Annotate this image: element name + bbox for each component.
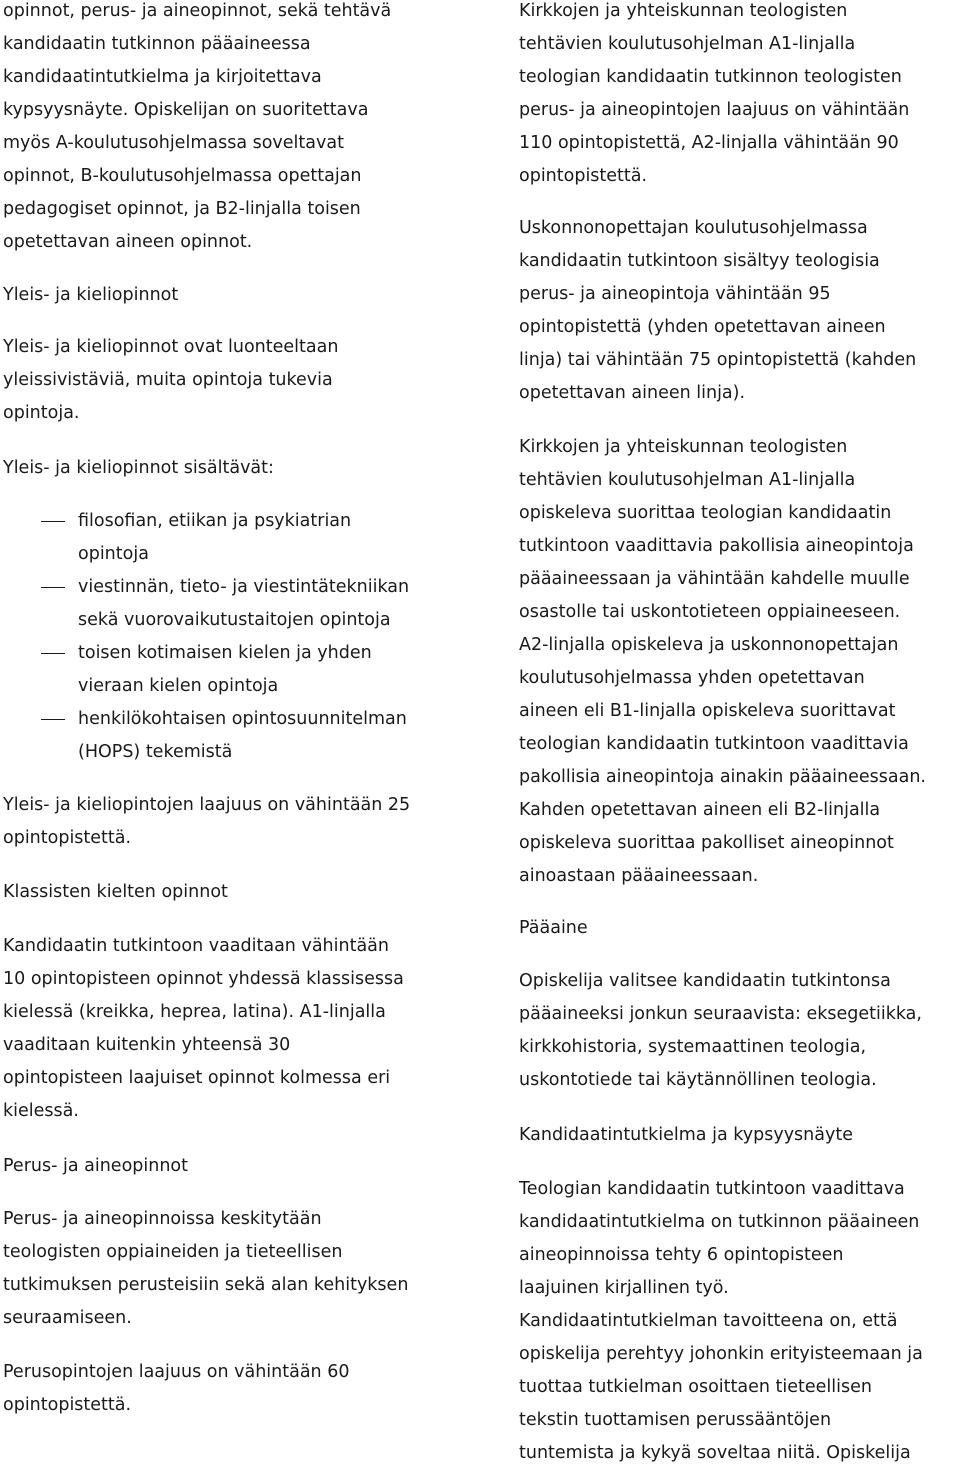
paaaine-paragraph-line: uskontotiede tai käytännöllinen teologia. xyxy=(519,1070,877,1090)
klassiset-paragraph-line: opintopisteen laajuiset opinnot kolmessa eri xyxy=(3,1068,391,1088)
perus-paragraph-line: seuraamiseen. xyxy=(3,1308,132,1328)
tutkielma-paragraph-line: Kandidaatintutkielman tavoitteena on, että xyxy=(519,1311,898,1331)
bullet-item-line: sekä vuorovaikutustaitojen opintoja xyxy=(78,610,391,630)
tutkielma-paragraph-line: Teologian kandidaatin tutkintoon vaadittava xyxy=(519,1179,905,1199)
paragraph-uskonnonopettaja-line: Uskonnonopettajan koulutusohjelmassa xyxy=(519,218,868,238)
paragraph-a1-linja-line: teologian kandidaatin tutkinnon teologisten xyxy=(519,67,902,87)
intro-paragraph-line: opetettavan aineen opinnot. xyxy=(3,232,253,252)
bullet-item-line: filosofian, etiikan ja psykiatrian xyxy=(78,511,352,531)
klassiset-paragraph-line: Kandidaatin tutkintoon vaaditaan vähintään xyxy=(3,936,389,956)
paragraph-uskonnonopettaja-line: opintopistettä (yhden opetettavan aineen xyxy=(519,317,886,337)
paragraph-pakolliset-line: osastolle tai uskontotieteen oppiaineeseen. xyxy=(519,602,901,622)
klassiset-paragraph-line: kielessä. xyxy=(3,1101,79,1121)
bullet-item-line: opintoja xyxy=(78,544,149,564)
paragraph-pakolliset-line: tutkintoon vaadittavia pakollisia aineopintoja xyxy=(519,536,914,556)
paragraph-a1-linja-line: Kirkkojen ja yhteiskunnan teologisten xyxy=(519,1,848,21)
paragraph-pakolliset-line: opiskeleva suorittaa pakolliset aineopinnot xyxy=(519,833,894,853)
paragraph-pakolliset-line: ainoastaan pääaineessaan. xyxy=(519,866,759,886)
perus-paragraph-line: Perus- ja aineopinnoissa keskitytään xyxy=(3,1209,322,1229)
intro-paragraph-line: opinnot, B-koulutusohjelmassa opettajan xyxy=(3,166,362,186)
intro-paragraph-line: pedagogiset opinnot, ja B2-linjalla toisen xyxy=(3,199,361,219)
perus-paragraph-line: teologisten oppiaineiden ja tieteellisen xyxy=(3,1242,343,1262)
bullet-item-line: henkilökohtaisen opintosuunnitelman xyxy=(78,709,407,729)
tutkielma-paragraph-line: kandidaatintutkielma on tutkinnon pääaineen xyxy=(519,1212,920,1232)
intro-paragraph-line: kandidaatintutkielma ja kirjoitettava xyxy=(3,67,322,87)
tutkielma-paragraph-line: tuntemista ja kykyä soveltaa niitä. Opiskelija xyxy=(519,1443,911,1463)
yleis-scope-line: Yleis- ja kieliopintojen laajuus on vähintään 25 xyxy=(3,795,411,815)
klassiset-paragraph-line: kielessä (kreikka, heprea, latina). A1-linjalla xyxy=(3,1002,386,1022)
bullet-dash xyxy=(41,653,65,654)
bullet-item-line: (HOPS) tekemistä xyxy=(78,742,233,762)
yleis-description-line: yleissivistäviä, muita opintoja tukevia xyxy=(3,370,333,390)
section-heading-klassiset: Klassisten kielten opinnot xyxy=(3,882,228,902)
paragraph-a1-linja-line: tehtävien koulutusohjelman A1-linjalla xyxy=(519,34,856,54)
paragraph-pakolliset-line: pakollisia aineopintoja ainakin pääaineessaan. xyxy=(519,767,926,787)
bullet-dash xyxy=(41,587,65,588)
paragraph-pakolliset-line: teologian kandidaatin tutkintoon vaadittavia xyxy=(519,734,909,754)
paragraph-pakolliset-line: opiskeleva suorittaa teologian kandidaatin xyxy=(519,503,892,523)
paragraph-a1-linja-line: 110 opintopistettä, A2-linjalla vähintään 90 xyxy=(519,133,899,153)
tutkielma-paragraph-line: aineopinnoissa tehty 6 opintopisteen xyxy=(519,1245,844,1265)
paragraph-uskonnonopettaja-line: linja) tai vähintään 75 opintopistettä (kahden xyxy=(519,350,917,370)
klassiset-paragraph-line: vaaditaan kuitenkin yhteensä 30 xyxy=(3,1035,291,1055)
intro-paragraph-line: myös A-koulutusohjelmassa soveltavat xyxy=(3,133,344,153)
paaaine-paragraph-line: pääaineeksi jonkun seuraavista: eksegetiikka, xyxy=(519,1004,922,1024)
paragraph-pakolliset-line: Kirkkojen ja yhteiskunnan teologisten xyxy=(519,437,848,457)
paragraph-uskonnonopettaja-line: kandidaatin tutkintoon sisältyy teologisia xyxy=(519,251,880,271)
bullet-item-line: viestinnän, tieto- ja viestintätekniikan xyxy=(78,577,410,597)
intro-paragraph-line: kandidaatin tutkinnon pääaineessa xyxy=(3,34,311,54)
paragraph-uskonnonopettaja-line: perus- ja aineopintoja vähintään 95 xyxy=(519,284,831,304)
paragraph-pakolliset-line: aineen eli B1-linjalla opiskeleva suorittavat xyxy=(519,701,896,721)
perus-scope-line: Perusopintojen laajuus on vähintään 60 xyxy=(3,1362,350,1382)
paragraph-pakolliset-line: tehtävien koulutusohjelman A1-linjalla xyxy=(519,470,856,490)
yleis-contains-label: Yleis- ja kieliopinnot sisältävät: xyxy=(3,458,274,478)
paragraph-pakolliset-line: A2-linjalla opiskeleva ja uskonnonopettajan xyxy=(519,635,899,655)
paragraph-a1-linja-line: opintopistettä. xyxy=(519,166,648,186)
paragraph-pakolliset-line: pääaineessaan ja vähintään kahdelle muulle xyxy=(519,569,910,589)
bullet-dash xyxy=(41,521,65,522)
bullet-dash xyxy=(41,719,65,720)
bullet-item-line: toisen kotimaisen kielen ja yhden xyxy=(78,643,372,663)
section-heading-yleis: Yleis- ja kieliopinnot xyxy=(3,285,179,305)
paragraph-uskonnonopettaja-line: opetettavan aineen linja). xyxy=(519,383,746,403)
paragraph-pakolliset-line: koulutusohjelmassa yhden opetettavan xyxy=(519,668,865,688)
paragraph-a1-linja-line: perus- ja aineopintojen laajuus on vähintään xyxy=(519,100,910,120)
section-heading-perus: Perus- ja aineopinnot xyxy=(3,1156,188,1176)
bullet-item-line: vieraan kielen opintoja xyxy=(78,676,279,696)
tutkielma-paragraph-line: opiskelija perehtyy johonkin erityisteemaan ja xyxy=(519,1344,923,1364)
yleis-scope-line: opintopistettä. xyxy=(3,828,132,848)
intro-paragraph-line: kypsyysnäyte. Opiskelijan on suoritettava xyxy=(3,100,369,120)
tutkielma-paragraph-line: laajuinen kirjallinen työ. xyxy=(519,1278,729,1298)
tutkielma-paragraph-line: tuottaa tutkielman osoittaen tieteellisen xyxy=(519,1377,872,1397)
yleis-description-line: opintoja. xyxy=(3,403,80,423)
section-heading-paaaine: Pääaine xyxy=(519,918,588,938)
yleis-description-line: Yleis- ja kieliopinnot ovat luonteeltaan xyxy=(3,337,339,357)
intro-paragraph-line: opinnot, perus- ja aineopinnot, sekä tehtävä xyxy=(3,1,392,21)
section-heading-tutkielma: Kandidaatintutkielma ja kypsyysnäyte xyxy=(519,1125,853,1145)
perus-paragraph-line: tutkimuksen perusteisiin sekä alan kehityksen xyxy=(3,1275,409,1295)
paaaine-paragraph-line: Opiskelija valitsee kandidaatin tutkintonsa xyxy=(519,971,891,991)
paaaine-paragraph-line: kirkkohistoria, systemaattinen teologia, xyxy=(519,1037,867,1057)
perus-scope-line: opintopistettä. xyxy=(3,1395,132,1415)
paragraph-pakolliset-line: Kahden opetettavan aineen eli B2-linjalla xyxy=(519,800,881,820)
tutkielma-paragraph-line: tekstin tuottamisen perussääntöjen xyxy=(519,1410,832,1430)
klassiset-paragraph-line: 10 opintopisteen opinnot yhdessä klassisessa xyxy=(3,969,404,989)
